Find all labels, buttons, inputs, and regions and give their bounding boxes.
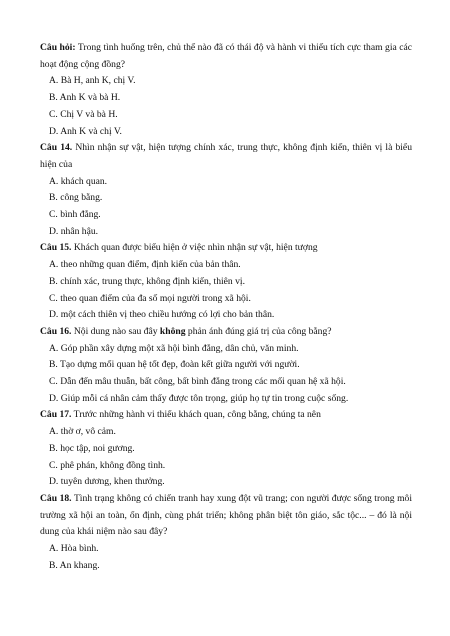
answer-option: D. tuyên dương, khen thưởng.: [49, 476, 165, 488]
answer-option: B. An khang.: [49, 559, 100, 571]
question-15: [40, 240, 412, 257]
answer-option: C. bình đẳng.: [49, 209, 101, 221]
question-text: Trong tình huống trên, chủ thể nào đã có thái độ và hành vi thiếu tích cực tham gia các hoạt động cộng đồng?: [40, 42, 412, 70]
answer-option: D. nhân hậu.: [49, 225, 99, 237]
question-18: [40, 491, 412, 541]
answer-option: B. Anh K và bà H.: [49, 92, 121, 104]
answer-option: A. theo những quan điểm, định kiến của bản thân.: [49, 259, 241, 271]
question-label: Câu 17.: [40, 409, 72, 421]
answer-option: B. công bằng.: [49, 192, 103, 204]
question-text: Tình trạng không có chiến tranh hay xung đột vũ trang; con người được sống trong môi trường xã hội an toàn, ổn định, cùng phát triển; không phân biệt tôn giáo, sắc tộc... – đó là nội dung của khái niệm nào sau đây?: [40, 492, 413, 538]
question-text: Nhìn nhận sự vật, hiện tượng chính xác, trung thực, không định kiến, thiên vị là biểu hiện của: [40, 142, 412, 170]
answer-option: D. một cách thiên vị theo chiều hướng có lợi cho bản thân.: [49, 309, 275, 321]
question-17: [40, 407, 412, 424]
document-page: [40, 40, 412, 575]
answer-option: D. Giúp mỗi cá nhân cảm thấy được tôn trọng, giúp họ tự tin trong cuộc sống.: [49, 392, 349, 404]
answer-option: B. Tạo dựng mối quan hệ tốt đẹp, đoàn kết giữa người với người.: [49, 359, 300, 371]
question-16: [40, 324, 412, 341]
question-label: Câu 18.: [40, 492, 72, 504]
answer-option: C. phê phán, không đồng tình.: [49, 459, 166, 471]
answer-option: A. Bà H, anh K, chị V.: [49, 75, 136, 87]
question-label: Câu hỏi:: [40, 42, 76, 53]
answer-option: D. Anh K và chị V.: [49, 125, 122, 137]
question-text: Khách quan được biểu hiện ở việc nhìn nhận sự vật, hiện tượng: [71, 242, 318, 254]
answer-option: C. Dẫn đến mâu thuẫn, bất công, bất bình đẳng trong các mối quan hệ xã hội.: [49, 376, 346, 388]
question-14: [40, 140, 412, 173]
question-text: Trước những hành vi thiếu khách quan, công bằng, chúng ta nên: [71, 409, 321, 421]
answer-option: C. theo quan điểm của đa số mọi người trong xã hội.: [49, 292, 251, 304]
question-label: Câu 15.: [40, 242, 72, 254]
question-label: Câu 16.: [40, 325, 72, 337]
answer-option: A. Góp phần xây dựng một xã hội bình đẳng, dân chủ, văn minh.: [49, 342, 299, 354]
question-text: phản ánh đúng giá trị của công bằng?: [185, 325, 332, 337]
answer-option: C. Chị V và bà H.: [49, 108, 118, 120]
answer-option: A. khách quan.: [49, 175, 108, 187]
answer-option: B. chính xác, trung thực, không định kiến, thiên vị.: [49, 275, 245, 287]
question-text: Nội dung nào sau đây: [71, 325, 160, 337]
answer-option: A. Hòa bình.: [49, 543, 99, 555]
question-label: Câu 14.: [40, 142, 73, 154]
answer-option: A. thờ ơ, vô cảm.: [49, 426, 116, 438]
emphasis-word: không: [159, 325, 186, 337]
answer-option: B. học tập, noi gương.: [49, 442, 135, 454]
question-intro: [40, 40, 412, 73]
